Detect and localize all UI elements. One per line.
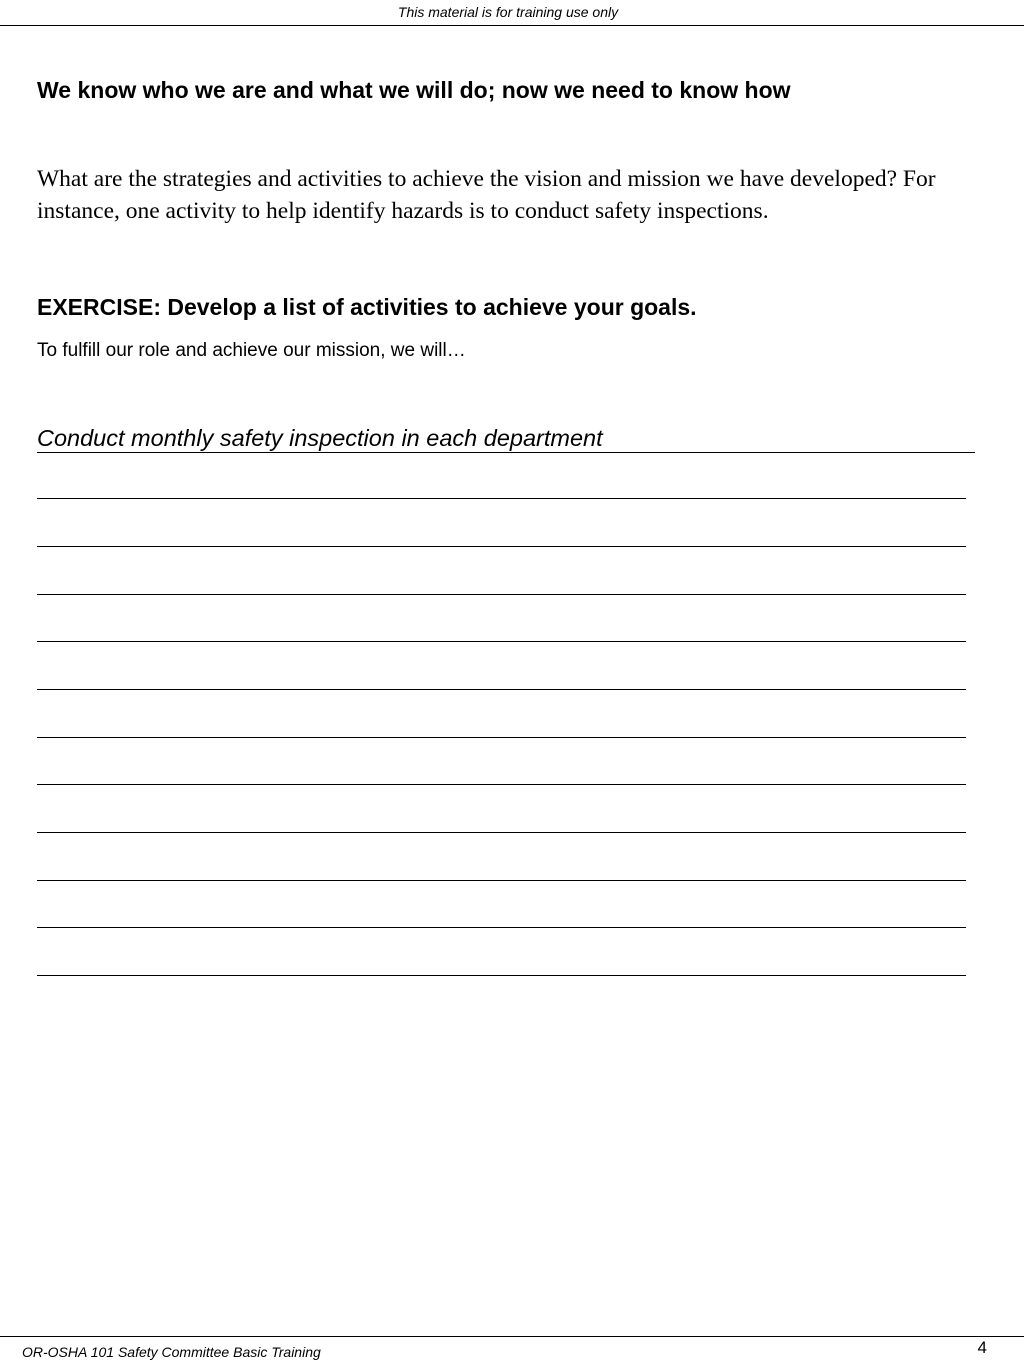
example-activity-text: Conduct monthly safety inspection in each department	[37, 425, 603, 451]
activity-blank-line	[37, 546, 966, 547]
activity-blank-line	[37, 689, 966, 690]
section-heading: We know who we are and what we will do; now we need to know how	[37, 77, 791, 103]
activity-blank-line	[37, 784, 966, 785]
activity-blank-line	[37, 927, 966, 928]
exercise-lead-in: To fulfill our role and achieve our mission, we will…	[37, 340, 466, 361]
activity-line-example	[37, 422, 975, 453]
activity-blank-line	[37, 641, 966, 642]
footer-course-title: OR-OSHA 101 Safety Committee Basic Training	[22, 1344, 321, 1360]
activity-blank-line	[37, 975, 966, 976]
footer-divider	[0, 1336, 1024, 1337]
activity-blank-line	[37, 880, 966, 881]
activity-blank-line	[37, 498, 966, 499]
activity-blank-line	[37, 737, 966, 738]
header-divider	[0, 25, 1024, 26]
activity-blank-line	[37, 832, 966, 833]
exercise-title: EXERCISE: Develop a list of activities to achieve your goals.	[37, 294, 697, 320]
header-notice: This material is for training use only	[397, 4, 619, 20]
intro-paragraph: What are the strategies and activities to achieve the vision and mission we have developed? For instance, one activity to help identify hazards is to conduct safety inspections.	[37, 166, 936, 224]
activity-blank-line	[37, 594, 966, 595]
page-number: 4	[977, 1338, 987, 1357]
